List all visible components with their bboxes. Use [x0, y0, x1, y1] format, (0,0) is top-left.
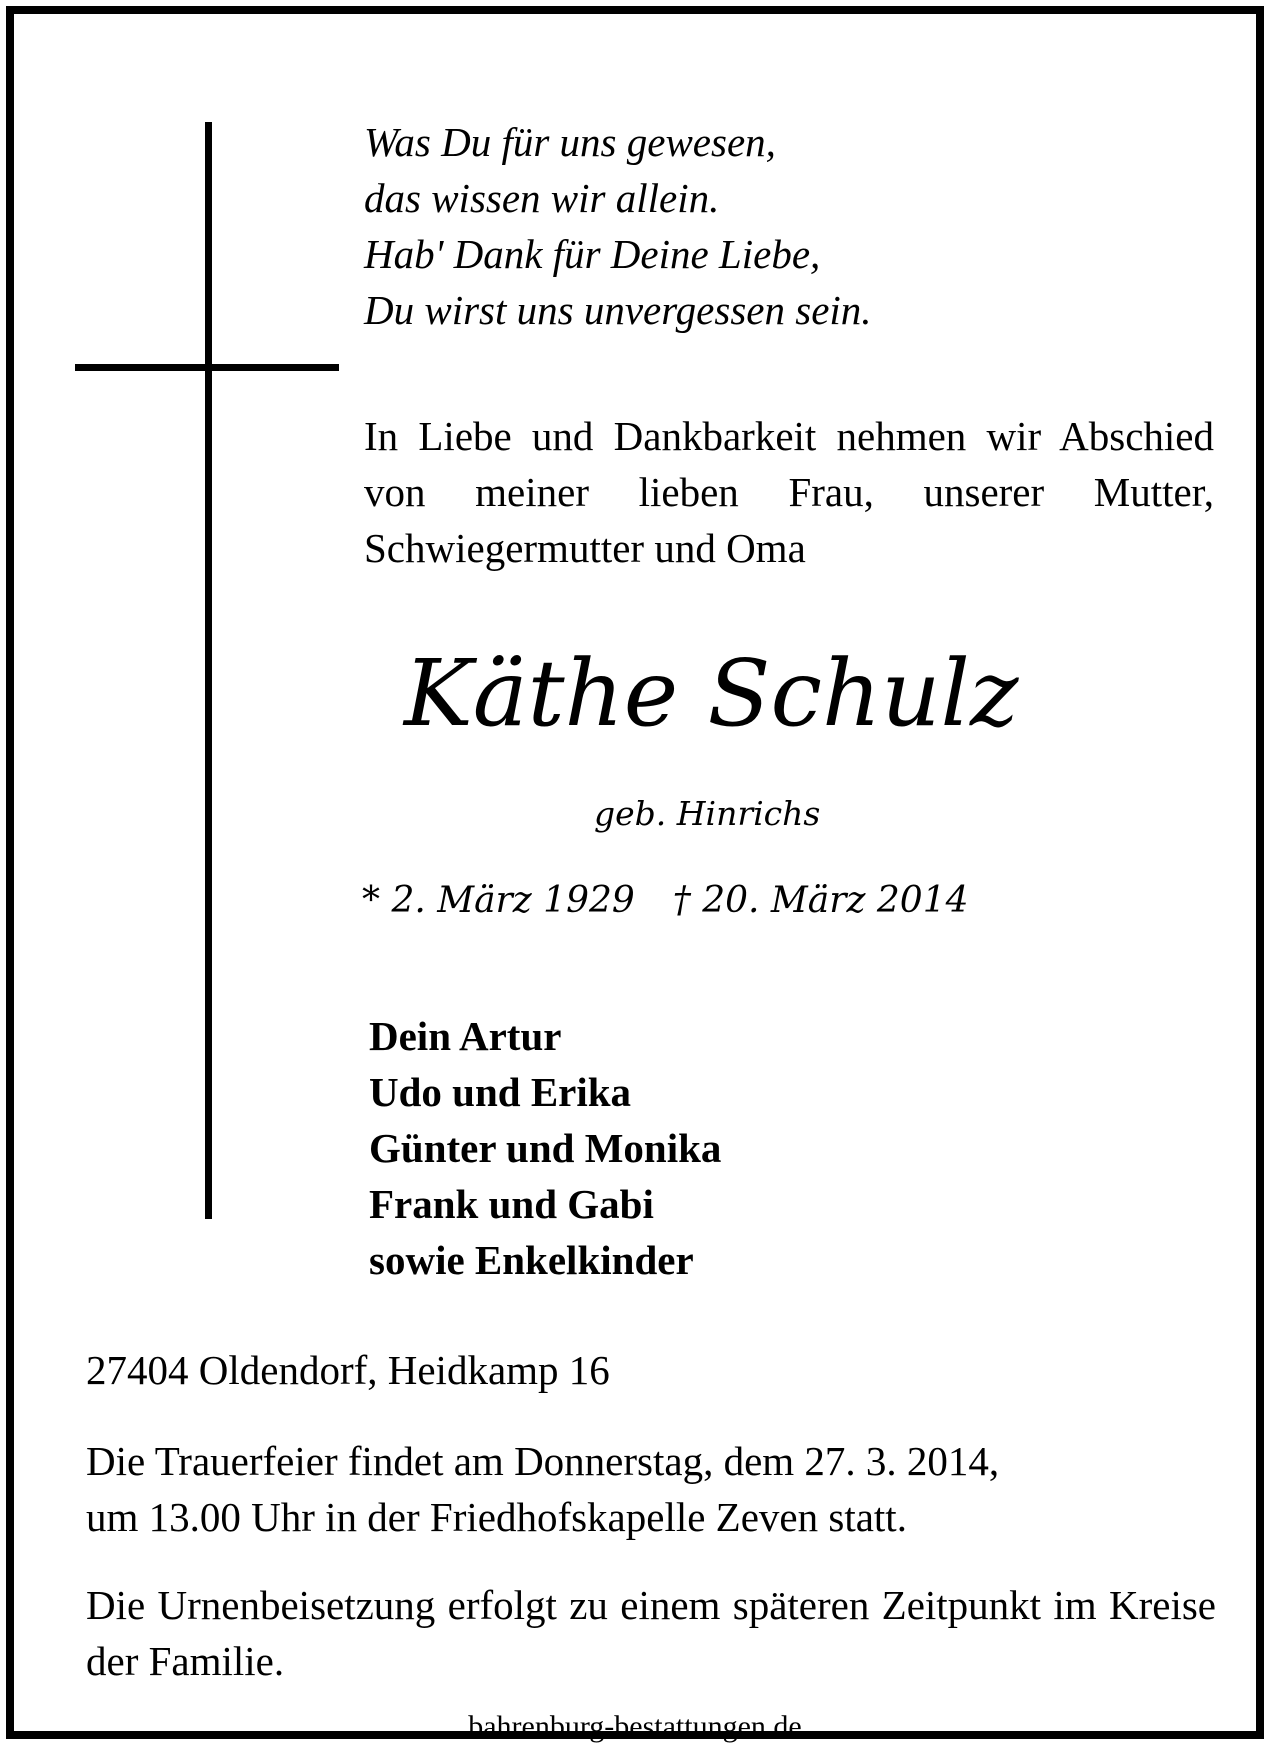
ceremony-line: um 13.00 Uhr in der Friedhofskapelle Zeven statt. [86, 1494, 907, 1540]
obituary-notice [6, 6, 1264, 1743]
funeral-home-link[interactable]: bahrenburg-bestattungen.de [468, 1710, 802, 1743]
urn-burial-info: Die Urnenbeisetzung erfolgt zu einem späteren Zeitpunkt im Kreise der Familie. [86, 1582, 1216, 1684]
cross-icon [205, 122, 212, 1219]
family-address: 27404 Oldendorf, Heidkamp 16 [86, 1347, 610, 1393]
deceased-name: Käthe Schulz [404, 640, 1019, 747]
birth-date: * 2. März 1929 [362, 880, 635, 921]
maiden-name: geb. Hinrichs [594, 794, 821, 833]
mourner: sowie Enkelkinder [369, 1237, 694, 1283]
mourners-list [369, 1008, 721, 1288]
ceremony-line: Die Trauerfeier findet am Donnerstag, dem 27. 3. 2014, [86, 1438, 1000, 1484]
funeral-service-info [86, 1433, 1216, 1545]
mourner: Frank und Gabi [369, 1181, 654, 1227]
death-date: † 20. März 2014 [672, 880, 969, 921]
verse-line: Was Du für uns gewesen, [364, 119, 776, 165]
verse-line: Hab' Dank für Deine Liebe, [364, 231, 821, 277]
verse-line: Du wirst uns unvergessen sein. [364, 287, 872, 333]
farewell-text: In Liebe und Dankbarkeit nehmen wir Abschied von meiner lieben Frau, unserer Mutter, Schwiegermutter und Oma [364, 413, 1214, 571]
verse-line: das wissen wir allein. [364, 175, 720, 221]
mourner: Günter und Monika [369, 1125, 722, 1171]
life-dates [362, 876, 969, 926]
mourner: Udo und Erika [369, 1069, 632, 1115]
memorial-verse [364, 114, 1084, 338]
mourner: Dein Artur [369, 1013, 562, 1059]
cross-icon-crossbar [75, 364, 339, 371]
